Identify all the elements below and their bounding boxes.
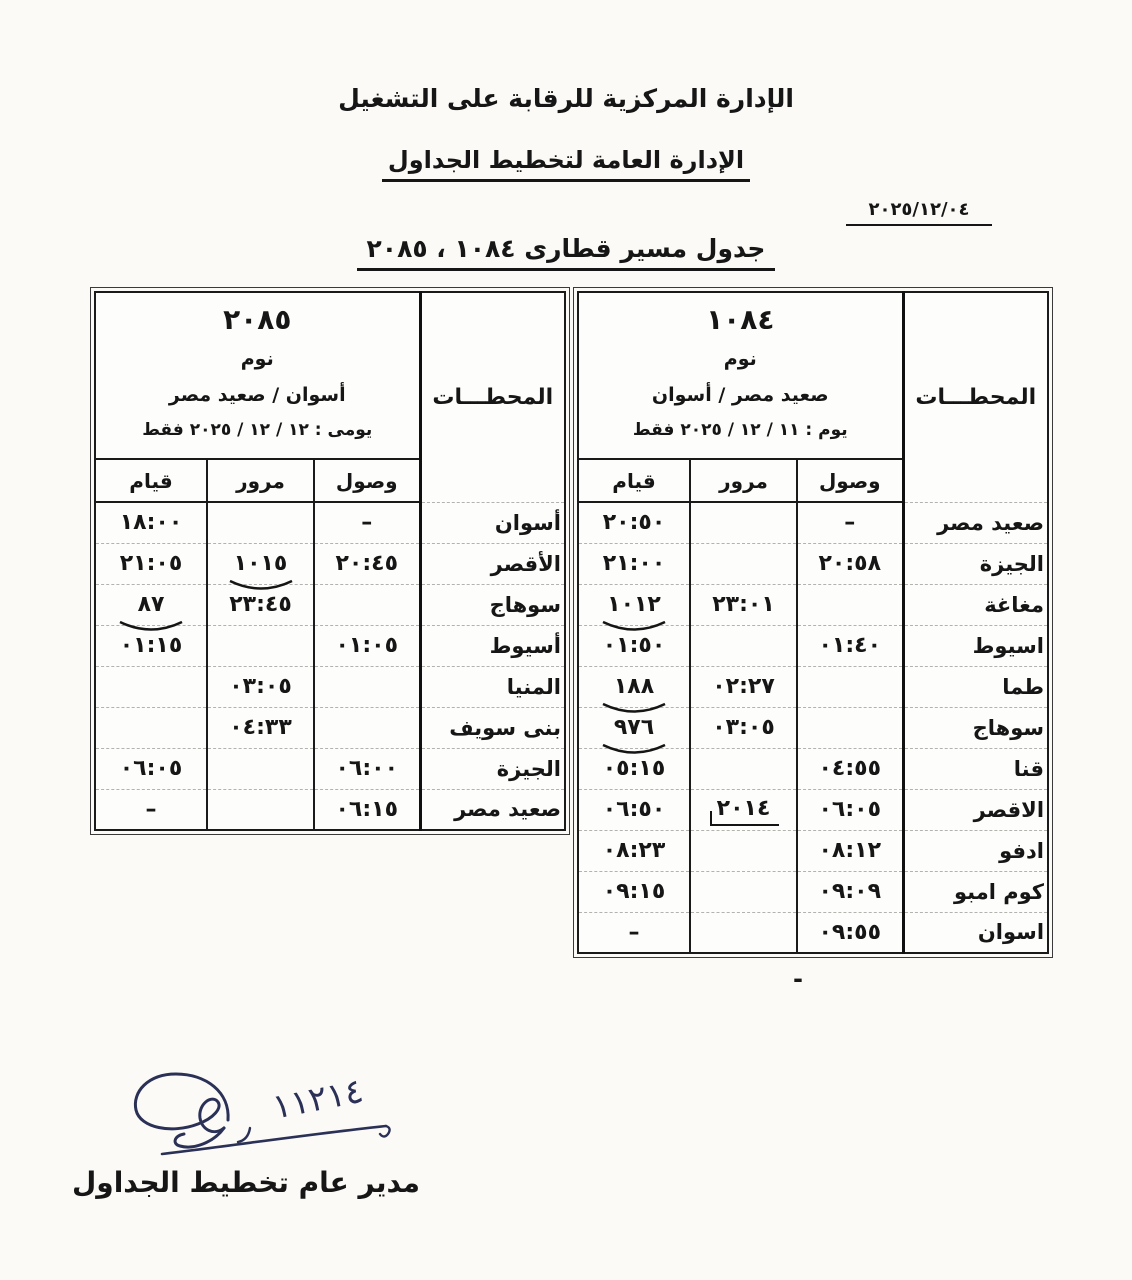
station-name-cell — [420, 584, 565, 625]
station-name-cell — [903, 912, 1048, 953]
station-row — [95, 543, 565, 584]
station-row — [578, 584, 1048, 625]
stations-column-header: المحطـــات — [420, 292, 565, 502]
departure-column-header: قيام — [578, 459, 690, 502]
passing-time-cell — [690, 502, 797, 543]
table-header-row — [578, 292, 1048, 459]
train-date-note: يوم : ١١ / ١٢ / ٢٠٢٥ فقط — [632, 420, 848, 440]
depart-value: ٩٧٦ — [613, 715, 655, 740]
train-info-cell — [95, 292, 420, 459]
station-name: صعيد مصر — [454, 797, 561, 822]
departure-time-cell — [95, 707, 207, 748]
station-row — [95, 502, 565, 543]
station-name: سوهاج — [972, 715, 1045, 740]
departure-time-cell — [578, 625, 690, 666]
table-header-row — [95, 292, 565, 459]
station-name: أسوان — [494, 510, 561, 535]
station-name: قنا — [1013, 756, 1045, 781]
departure-time-cell — [578, 584, 690, 625]
departure-time-cell — [95, 543, 207, 584]
passing-time-cell — [207, 543, 314, 584]
depart-value: ٠٥:١٥ — [602, 756, 666, 781]
station-row — [578, 912, 1048, 953]
station-name-cell — [903, 789, 1048, 830]
depart-value: ٢٠:٥٠ — [602, 510, 666, 536]
arrival-time-cell — [797, 666, 903, 707]
arrival-time-cell — [314, 543, 420, 584]
departure-time-cell — [95, 502, 207, 543]
train-2085-table — [94, 291, 566, 831]
station-name: أسيوط — [489, 633, 561, 658]
arrival-time-cell — [314, 789, 420, 830]
signer-title: مدير عام تخطيط الجداول — [72, 1166, 420, 1199]
depart-value: ٨٧ — [137, 592, 165, 617]
arrival-time-cell — [797, 502, 903, 543]
departure-time-cell — [578, 830, 690, 871]
departure-time-cell — [578, 707, 690, 748]
schedule-table — [94, 291, 566, 831]
station-name-cell — [420, 502, 565, 543]
station-name: بنى سويف — [449, 715, 561, 740]
departure-time-cell — [578, 912, 690, 953]
station-row — [95, 584, 565, 625]
passing-time-cell — [207, 666, 314, 707]
station-row — [95, 789, 565, 830]
passing-time-cell — [207, 748, 314, 789]
depart-value: ١٨٨ — [613, 674, 655, 699]
document-title: جدول مسير قطارى ١٠٨٤ ، ٢٠٨٥ — [357, 234, 776, 271]
arrival-time-cell — [797, 748, 903, 789]
departure-time-cell — [578, 871, 690, 912]
passing-time-cell — [690, 543, 797, 584]
station-name-cell — [420, 625, 565, 666]
station-name-cell — [903, 502, 1048, 543]
arrival-time-cell — [797, 543, 903, 584]
passing-time-cell — [690, 707, 797, 748]
document-title-row — [0, 234, 1132, 271]
station-row — [95, 748, 565, 789]
station-row — [578, 871, 1048, 912]
pass-value: ٠٤:٣٣ — [229, 715, 292, 740]
pass-value: ١٠١٥ — [233, 551, 288, 576]
departure-time-cell — [95, 748, 207, 789]
passing-time-cell — [690, 625, 797, 666]
station-name-cell — [903, 666, 1048, 707]
station-name: صعيد مصر — [937, 510, 1045, 535]
depart-value: ١٨:٠٠ — [119, 510, 183, 536]
station-name-cell — [420, 666, 565, 707]
station-row — [578, 707, 1048, 748]
station-name: سوهاج — [489, 592, 561, 617]
station-name: الاقصر — [973, 797, 1045, 822]
station-name: الجيزة — [979, 551, 1045, 576]
arrival-time-cell — [797, 707, 903, 748]
arrive-value: ٠٩:٠٩ — [818, 879, 882, 904]
station-row — [578, 502, 1048, 543]
passing-time-cell — [207, 502, 314, 543]
arrival-time-cell — [314, 666, 420, 707]
train-date-note: يومى : ١٢ / ١٢ / ٢٠٢٥ فقط — [142, 420, 373, 440]
passing-column-header: مرور — [207, 459, 314, 502]
station-row — [95, 666, 565, 707]
departure-time-cell — [578, 502, 690, 543]
arrival-time-cell — [314, 748, 420, 789]
station-row — [578, 830, 1048, 871]
arrival-time-cell — [797, 789, 903, 830]
pass-value: ٠٣:٠٥ — [712, 715, 775, 740]
station-name-cell — [903, 584, 1048, 625]
passing-time-cell — [690, 912, 797, 953]
arrive-value: ٠٦:١٥ — [335, 796, 398, 822]
arrive-value: – — [844, 510, 856, 536]
station-name-cell — [420, 707, 565, 748]
train-route: أسوان / صعيد مصر — [168, 384, 346, 406]
station-name: اسيوط — [972, 633, 1045, 658]
station-row — [95, 707, 565, 748]
arrive-value: – — [361, 510, 373, 536]
schedule-table — [577, 291, 1049, 954]
station-name-cell — [420, 748, 565, 789]
arrival-time-cell — [797, 830, 903, 871]
passing-time-cell — [690, 830, 797, 871]
arrival-time-cell — [314, 502, 420, 543]
arrival-time-cell — [314, 584, 420, 625]
station-name: الجيزة — [496, 756, 561, 781]
passing-time-cell — [690, 789, 797, 830]
departure-time-cell — [578, 789, 690, 830]
arrive-value: ٠١:٤٠ — [818, 633, 882, 658]
arrival-column-header: وصول — [314, 459, 420, 502]
departure-time-cell — [95, 666, 207, 707]
train-number: ٢٠٨٥ — [223, 303, 292, 336]
station-name: ادفو — [999, 838, 1045, 863]
pass-value: ٠٣:٠٥ — [229, 674, 292, 699]
depart-value: – — [145, 796, 157, 822]
arrival-time-cell — [314, 707, 420, 748]
passing-time-cell — [690, 584, 797, 625]
station-name-cell — [420, 789, 565, 830]
department-name-text: الإدارة العامة لتخطيط الجداول — [382, 146, 750, 182]
departure-time-cell — [578, 748, 690, 789]
stray-dash-mark: - — [793, 965, 803, 993]
signature-number: ١١٢١٤ — [269, 1070, 367, 1128]
station-name-cell — [903, 830, 1048, 871]
station-name: مغاغة — [984, 592, 1045, 617]
pass-value: ٢٣:٠١ — [712, 592, 775, 617]
departure-time-cell — [95, 789, 207, 830]
departure-time-cell — [578, 666, 690, 707]
station-name-cell — [903, 707, 1048, 748]
stations-column-header: المحطـــات — [903, 292, 1048, 502]
depart-value: ١٠١٢ — [607, 592, 661, 617]
station-name: كوم امبو — [953, 879, 1045, 904]
station-row — [578, 625, 1048, 666]
arrival-time-cell — [797, 625, 903, 666]
org-name-text: الإدارة المركزية للرقابة على التشغيل — [338, 84, 794, 113]
station-name: طما — [1002, 674, 1045, 699]
arrive-value: ٠٦:٠٥ — [818, 797, 882, 822]
passing-time-cell — [690, 871, 797, 912]
station-name: الأقصر — [490, 551, 561, 576]
arrive-value: ٠٤:٥٥ — [818, 756, 882, 781]
passing-time-cell — [207, 584, 314, 625]
train-type: نوم — [723, 348, 757, 370]
passing-column-header: مرور — [690, 459, 797, 502]
station-row — [578, 543, 1048, 584]
arrive-value: ٢٠:٤٥ — [335, 551, 398, 576]
station-name-cell — [903, 543, 1048, 584]
station-name: المنيا — [506, 674, 561, 699]
depart-value: ٠١:٥٠ — [602, 633, 666, 658]
org-header-line1 — [0, 84, 1132, 113]
station-row — [578, 789, 1048, 830]
train-number: ١٠٨٤ — [706, 303, 775, 336]
document-date: ٢٠٢٥/١٢/٠٤ — [846, 199, 992, 226]
pass-value: ٢٠١٤ — [712, 798, 776, 823]
station-name: اسوان — [977, 920, 1045, 945]
train-1084-table — [577, 291, 1049, 954]
passing-time-cell — [207, 707, 314, 748]
departure-column-header: قيام — [95, 459, 207, 502]
station-name-cell — [903, 748, 1048, 789]
station-row — [95, 625, 565, 666]
station-name-cell — [420, 543, 565, 584]
passing-time-cell — [207, 789, 314, 830]
passing-time-cell — [207, 625, 314, 666]
train-route: صعيد مصر / أسوان — [651, 384, 829, 406]
departure-time-cell — [578, 543, 690, 584]
arrival-time-cell — [797, 871, 903, 912]
arrival-time-cell — [797, 912, 903, 953]
arrival-time-cell — [797, 584, 903, 625]
arrive-value: ٠٩:٥٥ — [818, 919, 882, 945]
passing-time-cell — [690, 748, 797, 789]
pass-value: ٢٣:٤٥ — [229, 592, 292, 617]
depart-value: ٢١:٠٠ — [602, 551, 666, 576]
org-header-line2 — [0, 146, 1132, 182]
arrive-value: ٠٨:١٢ — [818, 838, 882, 863]
station-row — [578, 666, 1048, 707]
train-type: نوم — [240, 348, 274, 370]
departure-time-cell — [95, 584, 207, 625]
depart-value: ٢١:٠٥ — [119, 551, 183, 576]
train-info-cell — [578, 292, 903, 459]
arrive-value: ٠١:٠٥ — [335, 633, 398, 658]
depart-value: ٠٩:١٥ — [602, 879, 666, 904]
depart-value: ٠١:١٥ — [119, 633, 183, 658]
depart-value: ٠٦:٠٥ — [119, 756, 183, 781]
station-row — [578, 748, 1048, 789]
depart-value: ٠٦:٥٠ — [602, 797, 666, 822]
depart-value: ٠٨:٢٣ — [602, 838, 666, 863]
station-name-cell — [903, 871, 1048, 912]
arrival-time-cell — [314, 625, 420, 666]
departure-time-cell — [95, 625, 207, 666]
arrive-value: ٠٦:٠٠ — [335, 756, 398, 781]
handwritten-signature — [110, 1062, 415, 1174]
arrival-column-header: وصول — [797, 459, 903, 502]
passing-time-cell — [690, 666, 797, 707]
depart-value: – — [628, 919, 640, 945]
arrive-value: ٢٠:٥٨ — [818, 551, 882, 576]
pass-value: ٠٢:٢٧ — [712, 674, 775, 699]
station-name-cell — [903, 625, 1048, 666]
